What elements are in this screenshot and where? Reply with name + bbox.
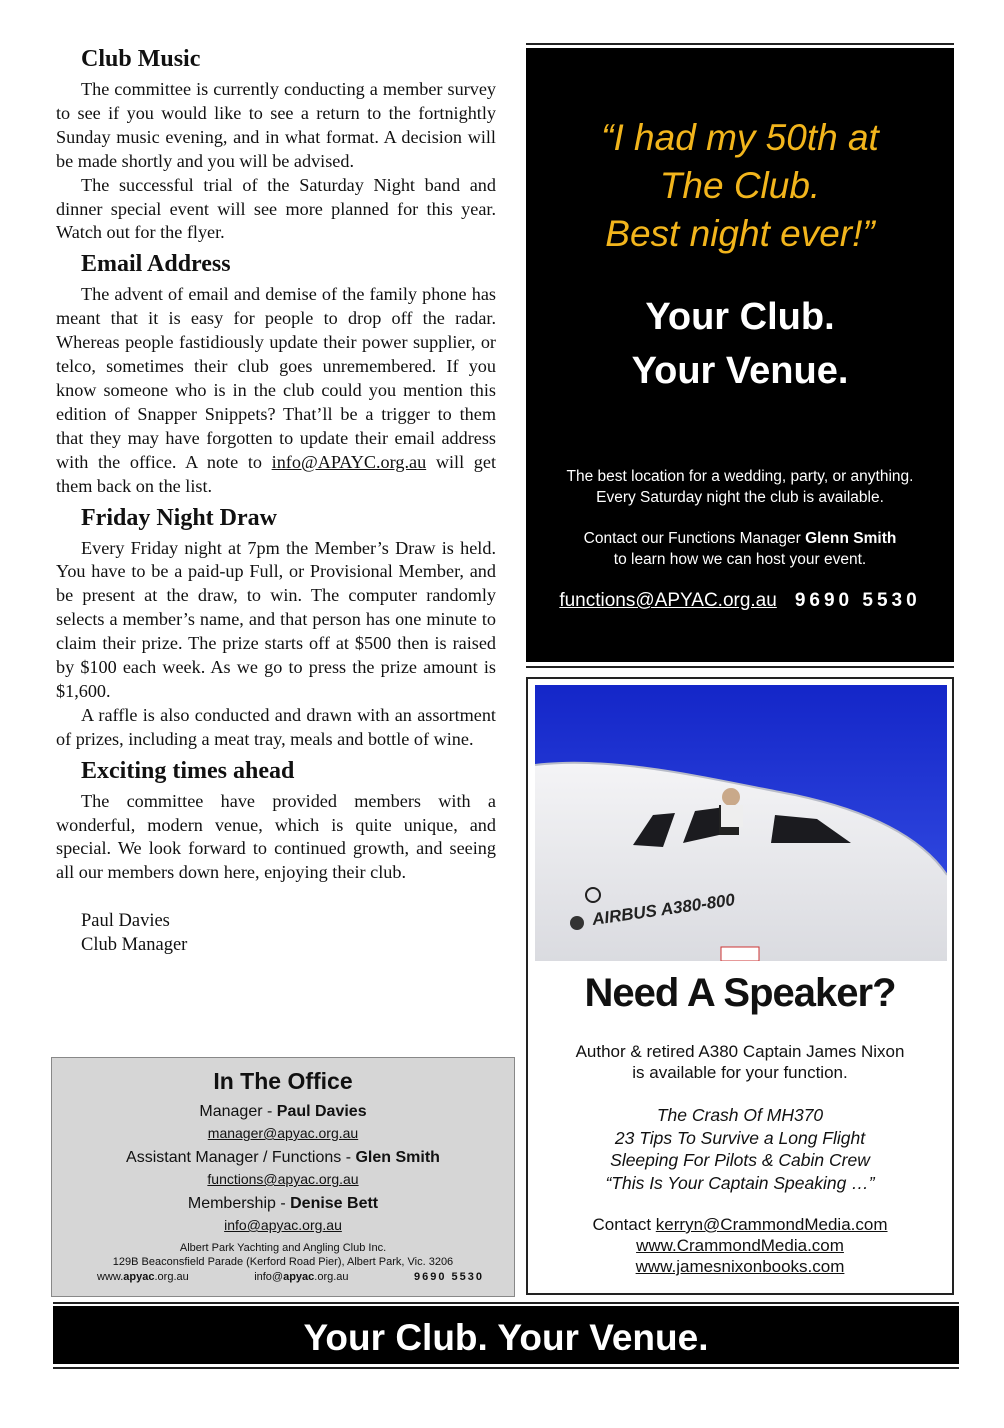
assistant-name: Glen Smith (355, 1149, 440, 1166)
signature-title: Club Manager (81, 935, 188, 956)
book-title-2: 23 Tips To Survive a Long Flight (614, 1127, 866, 1148)
book-title-3: Sleeping For Pilots & Cabin Crew (610, 1150, 870, 1170)
ad-slogan (526, 290, 954, 398)
speaker-email-link[interactable]: kerryn@CrammondMedia.com (655, 1215, 888, 1234)
friday-paragraph-2: A raffle is also conducted and drawn with an assortment of prizes, including a meat tray, meals and bottle of wine. (56, 704, 496, 749)
email-paragraph (56, 283, 496, 498)
mid-rule (526, 666, 954, 668)
jamesnixon-website-link[interactable]: www.jamesnixonbooks.com (635, 1257, 845, 1276)
signature-name: Paul Davies (81, 911, 170, 932)
ad-contact-name: Glenn Smith (805, 530, 897, 547)
crammond-website-link[interactable]: www.CrammondMedia.com (636, 1236, 844, 1255)
book-title-1: The Crash Of MH370 (656, 1105, 824, 1125)
office-box (51, 1057, 515, 1297)
manager-name: Paul Davies (276, 1103, 367, 1120)
ad-contact (526, 528, 954, 570)
manager-role: Manager - (199, 1103, 277, 1120)
testimonial-quote (526, 114, 954, 258)
office-heading: In The Office (213, 1068, 353, 1094)
office-footer (52, 1269, 514, 1285)
ad-phone: 9690 5530 (794, 590, 921, 611)
ad-info-line-1: The best location for a wedding, party, or anything. (566, 468, 914, 485)
quote-line-2: The Club. (659, 165, 821, 206)
bottom-banner: Your Club. Your Venue. (53, 1306, 959, 1364)
info-email-link[interactable]: info@APAYC.org.au (271, 451, 427, 472)
email-text-a: The advent of email and demise of the family phone has meant that it is easy for people to drop off the radar. Whereas people fastidiously update their power supplier, or telco, sometimes their club goes unremembered. If you know someone who is in the club could you mention this edition of Snapper Snippets? That’ll be a trigger to them that they may have forgotten to update their email address with the office. A note to (56, 284, 496, 472)
email-text-b: will get them back on the list. (56, 451, 496, 496)
ad-contact-line-2: to learn how we can host your event. (613, 551, 867, 568)
quote-line-1: “I had my 50th at (601, 117, 879, 158)
assistant-email[interactable]: functions@apyac.org.au (207, 1171, 359, 1187)
club-music-heading: Club Music (81, 46, 201, 72)
slogan-line-1: Your Club. (645, 296, 835, 338)
banner-top-rule (53, 1302, 959, 1304)
manager-line (52, 1101, 514, 1123)
slogan-line-2: Your Venue. (631, 350, 849, 392)
membership-line (52, 1193, 514, 1215)
membership-role: Membership - (187, 1195, 291, 1212)
membership-email[interactable]: info@apyac.org.au (224, 1217, 342, 1233)
speaker-contact-label: Contact (592, 1215, 656, 1234)
office-web[interactable]: www.apyac.org.au (97, 1271, 189, 1283)
speaker-line-1: Author & retired A380 Captain James Nixon (575, 1042, 905, 1061)
ad-info-line-2: Every Saturday night the club is available. (596, 489, 884, 506)
banner-bottom-rule (53, 1367, 959, 1369)
office-info-email[interactable]: info@apyac.org.au (254, 1271, 349, 1283)
club-music-paragraph-2: The successful trial of the Saturday Night band and dinner special event will see more planned for this year. Watch out for the flyer. (56, 174, 496, 243)
venue-ad (526, 48, 954, 662)
club-music-paragraph-1: The committee is currently conducting a member survey to see if you would like to see a return to the fortnightly Sunday music evening, and in what format. A decision will be made shortly and you will be advised. (56, 79, 496, 171)
exciting-heading: Exciting times ahead (81, 757, 295, 784)
speaker-ad (526, 677, 954, 1295)
book-title-4: “This Is Your Captain Speaking …” (605, 1172, 875, 1193)
book-list (528, 1104, 952, 1194)
top-rule (526, 43, 954, 45)
manager-email[interactable]: manager@apyac.org.au (207, 1125, 359, 1141)
airplane-illustration (535, 685, 947, 961)
membership-name: Denise Bett (290, 1195, 379, 1212)
office-address: 129B Beaconsfield Parade (Kerford Road Pier), Albert Park, Vic. 3206 (112, 1256, 454, 1268)
ad-contact-row (526, 590, 954, 612)
article-column (56, 44, 496, 957)
speaker-line-2: is available for your function. (632, 1063, 848, 1082)
airbus-photo (535, 685, 947, 961)
speaker-body (528, 1041, 952, 1277)
office-phone: 9690 5530 (414, 1271, 484, 1283)
ad-contact-text: Contact our Functions Manager (583, 530, 806, 547)
assistant-role: Assistant Manager / Functions - (126, 1149, 356, 1166)
ad-email-link[interactable]: functions@APYAC.org.au (559, 590, 777, 611)
speaker-heading: Need A Speaker? (584, 971, 896, 1015)
email-heading: Email Address (81, 251, 231, 278)
signature (81, 909, 496, 957)
assistant-line (52, 1147, 514, 1169)
office-org: Albert Park Yachting and Angling Club Inc. (179, 1242, 387, 1254)
speaker-contact (528, 1214, 952, 1235)
exciting-paragraph: The committee have provided members with a wonderful, modern venue, which is quite unique, and special. We look forward to continued growth, and seeing all our members down here, enjoying their club. (56, 790, 496, 883)
ad-info (526, 466, 954, 508)
friday-paragraph-1: Every Friday night at 7pm the Member’s Draw is held. You have to be a paid-up Full, or Provisional Member, and be present at the draw, to win. The computer randomly selects a member’s name, and that person has one minute to claim their prize. The prize starts off at $500 then is raised by $100 each week. As we go to press the prize amount is $1,600. (56, 537, 496, 701)
plane-model-text: AIRBUS A380-800 (590, 890, 737, 929)
friday-draw-heading: Friday Night Draw (81, 504, 277, 531)
quote-line-3: Best night ever!” (605, 213, 875, 254)
